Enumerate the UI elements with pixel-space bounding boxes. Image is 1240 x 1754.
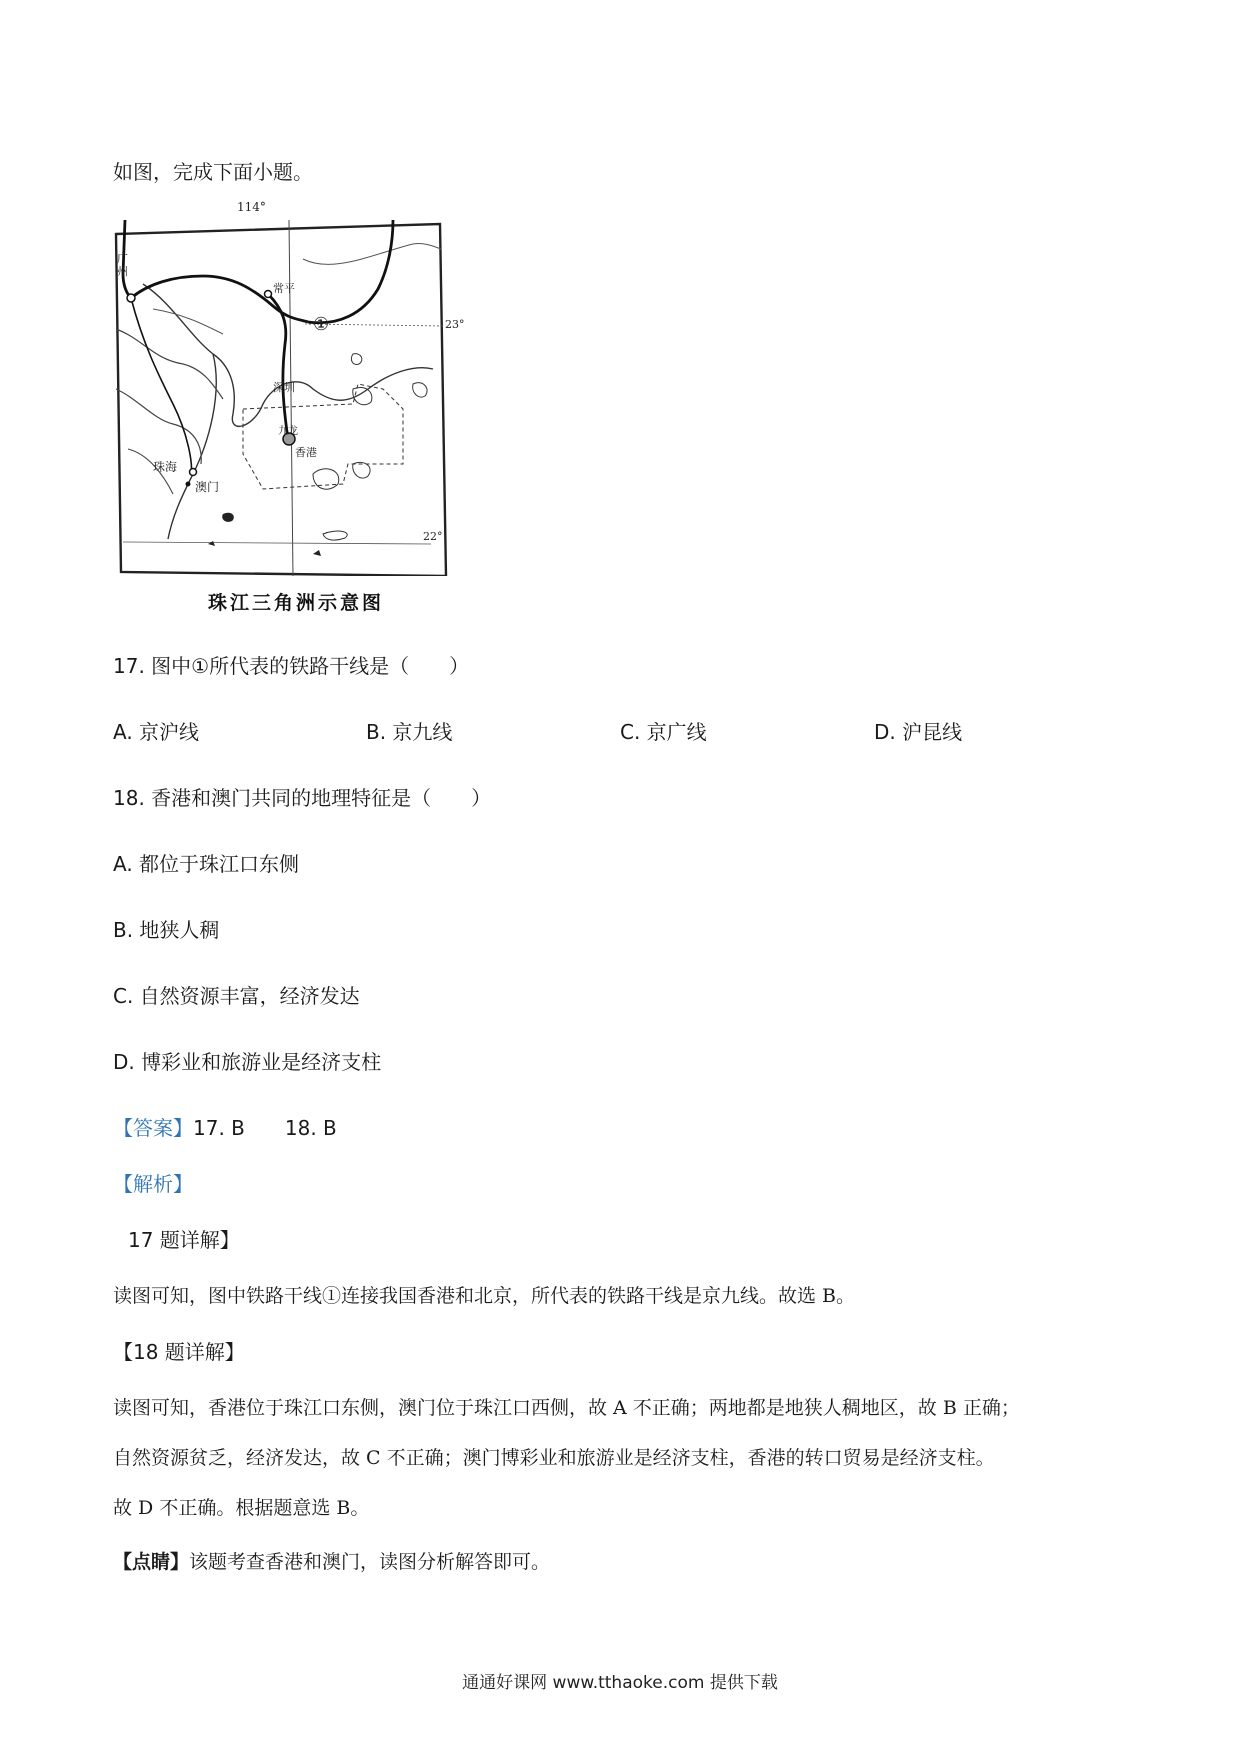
- answer-label: 【答案】: [113, 1116, 193, 1140]
- guangzhou-marker: [127, 294, 135, 302]
- pearl-river-delta-map: [113, 200, 465, 626]
- map-drawing: [113, 214, 450, 576]
- changping-label: 常平: [273, 282, 295, 295]
- q18-option-c: C. 自然资源丰富，经济发达: [113, 984, 360, 1008]
- q18-analysis-head: 【18 题详解】: [113, 1340, 245, 1364]
- q17-option-c: C. 京广线: [620, 720, 707, 744]
- comment-text: 该题考查香港和澳门，读图分析解答即可。: [189, 1551, 551, 1573]
- lat-23-label: 23°: [445, 318, 465, 331]
- hk-boundary: [243, 384, 403, 489]
- zhuhai-marker: [190, 469, 197, 476]
- q17-option-a: A. 京沪线: [113, 720, 200, 744]
- q17-analysis-head: 17 题详解】: [128, 1228, 240, 1252]
- railway-lines: [123, 220, 393, 474]
- q18-stem: 18. 香港和澳门共同的地理特征是（ ）: [113, 786, 492, 810]
- hongkong-label: 香港: [295, 446, 317, 459]
- q18-analysis-body-1: 读图可知，香港位于珠江口东侧，澳门位于珠江口西侧，故 A 不正确；两地都是地狭人稠地区，故 B 正确；: [113, 1397, 1020, 1419]
- comment-row: [113, 1548, 550, 1576]
- zhuhai-label: 珠海: [153, 460, 178, 474]
- q17-option-d: D. 沪昆线: [874, 720, 963, 744]
- footer-text: 通通好课网 www.tthaoke.com 提供下载: [462, 1673, 778, 1693]
- intro-text: 如图，完成下面小题。: [113, 160, 313, 184]
- guangzhou-label: 广州: [117, 252, 128, 278]
- shenzhen-label: 深圳: [273, 381, 295, 394]
- q18-analysis-body-3: 故 D 不正确。根据题意选 B。: [113, 1497, 370, 1519]
- answer-row: [113, 1114, 337, 1142]
- parallel-22: [123, 542, 431, 544]
- q18-option-b: B. 地狭人稠: [113, 918, 220, 942]
- railway-marker-1: ①: [313, 314, 330, 335]
- meridian-line: [289, 220, 293, 576]
- q17-analysis-body: 读图可知，图中铁路干线①连接我国香港和北京，所代表的铁路干线是京九线。故选 B。: [113, 1285, 856, 1307]
- railway-jingjiu-north: [308, 220, 393, 323]
- changping-marker: [265, 291, 272, 298]
- q17-stem: 17. 图中①所代表的铁路干线是（ ）: [113, 654, 470, 678]
- comment-label: 【点睛】: [113, 1551, 190, 1573]
- q18-option-d: D. 博彩业和旅游业是经济支柱: [113, 1050, 382, 1074]
- kowloon-label: 九龙: [278, 426, 298, 437]
- q17-option-b: B. 京九线: [366, 720, 453, 744]
- lon-114-label: 114°: [237, 200, 266, 214]
- macau-label: 澳门: [195, 480, 220, 494]
- lat-22-label: 22°: [423, 530, 443, 543]
- answer-text: 17. B 18. B: [193, 1116, 337, 1140]
- analysis-label: 【解析】: [113, 1172, 193, 1196]
- q18-analysis-body-2: 自然资源贫乏，经济发达，故 C 不正确；澳门博彩业和旅游业是经济支柱，香港的转口贸易是经济支柱。: [113, 1447, 995, 1469]
- macau-marker: [186, 482, 191, 487]
- map-caption: 珠江三角洲示意图: [208, 592, 385, 614]
- railway-west: [131, 298, 191, 474]
- q18-option-a: A. 都位于珠江口东侧: [113, 852, 300, 876]
